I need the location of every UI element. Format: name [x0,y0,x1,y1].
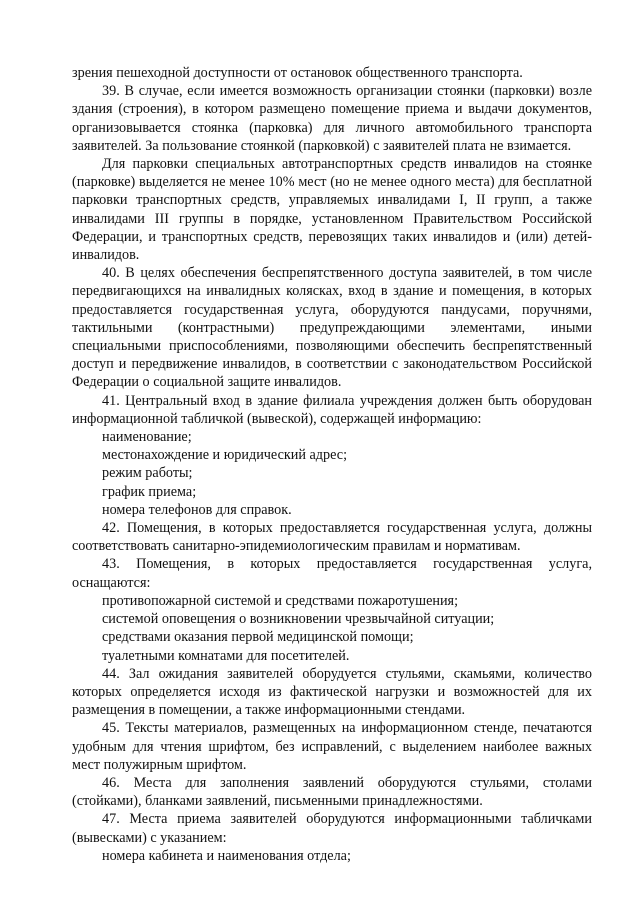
paragraph-46: 46. Места для заполнения заявлений оборудуются стульями, столами (стойками), бланками заявлений, письменными принадлежностями. [72,774,592,810]
paragraph-39: 39. В случае, если имеется возможность организации стоянки (парковки) возле здания (строения), в котором размещено помещение приема и выдачи документов, организовывается стоянка (парковка) для личного автомобильного транспорта заявителей. За пользование стоянкой (парковкой) с заявителей плата не взимается. [72,83,592,154]
list-item: противопожарной системой и средствами пожаротушения; [102,592,459,609]
list-item: туалетными комнатами для посетителей. [102,647,350,664]
list-item: номера телефонов для справок. [102,501,292,518]
document-page [72,64,592,865]
list-item: график приема; [102,483,197,500]
paragraph-44: 44. Зал ожидания заявителей оборудуется стульями, скамьями, количество которых определяется исходя из фактической нагрузки и возможностей для их размещения в помещении, а также информационными стендами. [72,665,592,719]
list-item: номера кабинета и наименования отдела; [102,847,351,864]
paragraph-43: 43. Помещения, в которых предоставляется государственная услуга, оснащаются: [72,556,592,591]
list-item: системой оповещения о возникновении чрезвычайной ситуации; [102,611,495,628]
paragraph-41: 41. Центральный вход в здание филиала учреждения должен быть оборудован информационной табличкой (вывеской), содержащей информацию: [72,392,592,427]
list-item: режим работы; [102,465,193,482]
paragraph-continuation: зрения пешеходной доступности от остановок общественного транспорта. [72,65,523,81]
paragraph-47: 47. Места приема заявителей оборудуются информационными табличками (вывесками) с указанием: [72,811,592,846]
list-item: наименование; [102,429,192,446]
list-item: средствами оказания первой медицинской помощи; [102,629,414,646]
paragraph-45: 45. Тексты материалов, размещенных на информационном стенде, печатаются удобным для чтения шрифтом, без исправлений, с выделением наиболее важных мест полужирным шрифтом. [72,720,592,773]
paragraph-39-parking: Для парковки специальных автотранспортных средств инвалидов на стоянке (парковке) выделяется не менее 10% мест (но не менее одного места) для бесплатной парковки транспортных средств, управляемых инвалидами I, II групп, а также инвалидами III группы в порядке, установленном Правительством Российской Федерации, и транспортных средств, перевозящих таких инвалидов и (или) детей-инвалидов. [72,156,592,264]
paragraph-42: 42. Помещения, в которых предоставляется государственная услуга, должны соответствовать санитарно-эпидемиологическим правилам и нормативам. [72,520,592,555]
paragraph-40: 40. В целях обеспечения беспрепятственного доступа заявителей, в том числе передвигающихся на инвалидных колясках, вход в здание и помещения, в которых предоставляется государственная услуга, оборудуются пандусами, поручнями, тактильными (контрастными) предупреждающими элементами, иными специальными приспособлениями, позволяющими обеспечить беспрепятственный доступ и передвижение инвалидов, в соответствии с законодательством Российской Федерации о социальной защите инвалидов. [72,265,592,391]
list-item: местонахождение и юридический адрес; [102,447,348,464]
